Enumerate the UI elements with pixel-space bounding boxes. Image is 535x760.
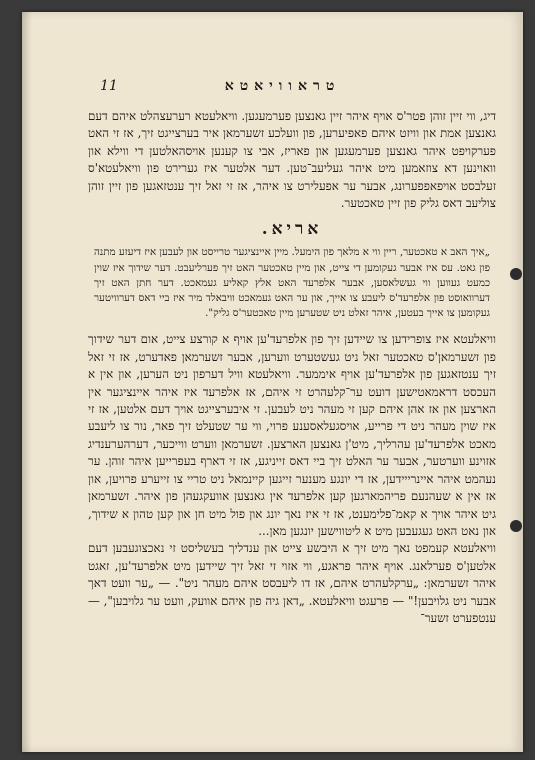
page-header <box>100 78 465 100</box>
paragraph-body-2: וויאלעטא קעמפט נאך מיט זיך א היבשע צייט און ענדליך בעשליסט זי נאכצוגעבען דעם אלטען'ס פערלאנג. אויף איהר פראגע, ווי אזוי זי זאל זיך שיידען מיט אלפרעד'ען, זאגט איהר זשערמאן: „ערקלעהרט איהם, אז דו ליעבסט איהם מעהר ניט". — „ער וועט דאך אבער ניט גלויבען!" — פרעגט וויאלעטא. „דאן גיה פון איהם אוועק, וועט ער גלויבען", — ענטפערט זשער־ <box>88 541 496 625</box>
aria-quote: „איך האב א טאכטער, ריין ווי א מלאך פון הימעל. מיין איינציגער טרייסט און לעבען איז דיעזע מתנה פון גאט. עס איז אבער געקומען די צייט, און מיין טאכטער האט זיך פערליעבט. דער שידוך איז שוין כמעט געווען ווי געשלאסען, אבער אלפרעד האט אלץ קאליע געמאכט. דער חתן האט זיך דערוואוסט פון אלפרעד'ס ליעבע צו אייך, און ער האט געמאכט וויבאלד מיר איז ביי דאס דערוויטער געקומען צו אייך בעטען, איהר זאלט ניט שטערען מיין טאכטער'ס גליק". <box>94 246 490 320</box>
binding-hole <box>510 268 522 280</box>
paragraph-intro: דיג, ווי זיין זוהן פטר'ס אויף איהר זיין גאנצען פערמעגען. וויאלעטא רערעצהלט איהם דעם גאנצען אמת און וויזט איהם פאפיערען, פון וועלכע זשערמאן איר בערצייגט זיך, אז זי האט פערקויפט איהר גאנצען פערמעגען און פאריז, אבי צו קענען אויסהאלטען די ווילא און וואוינען דא צוזאמען מיט איהר געליעב־טען. דער אלטער איז גערירט פון וויאלעטא'ס זעלבסט אויפאפפערונג, אבער ער אפעלירט צו איהר, אז זי זאל זיך ענטזאגען פון זיין זוהן צוליעב דאס גליק פון זיין טאכטער. <box>88 109 496 211</box>
page-spine-shadow <box>22 12 32 752</box>
binding-hole <box>510 520 522 532</box>
paragraph-body-1: וויאלעטא איז צופרידען צו שיידען זיך פון אלפרעד'ען אויף א קורצע צייט, אום דער שידוך פון זשערמאן'ס טאכטער זאל ניט געשטערט ווערען, אבער זשערמאן פאדערט, אז זי זאל זיך ענטזאגען פון אלפרעד'ען אויף איממער. וויאלעטא וויל דערפון ניט הערען, און אין א העכסט דראמאטישען דועט ער־קלעהרט זי איהם, אז אלפרעד איז איהר איינציגער אין הארצען און אז אהן איהם קען זי מעהר ניט לעבען. זי איבערצייגט אויך דעם אלטען, אז זי איז שוין מעהר ניט די פרייע, אויסגעלאסענע פרוי, ווי ער שטעלט זיך פאר, נור צו ליעבע מאכט אלפרעד'ען עהרליך, מיט'ן גאנצען הארצען. זשערמאן ווערט ווייכער, דערהערענדיג אזוינע ווערטער, אבער ער האלט זיך ביי דאס זייניגע, אז זי דארף בעפרייען איהר זוהן. ער נעהמט איהר איינרייידען, אז די יונגע מענער זייגען קיינמאל ניט טריי צו זייערע פרויען, און אז אין א שעהנעם פריהמארגען קען אלפרעד אין גאנצען אוועקגעהן פון איהר. זשערמאן גיט איהר אויך א קאמ־פלימענט, אז זי איז נאך יונג און פול מיט חן און קען טהון א שידוך, און נאט האט געגעבען מיט א ליטווישען יונגען מאן... <box>88 332 496 538</box>
page-number: 11 <box>100 78 118 94</box>
running-title: טראוויאטא <box>224 78 341 94</box>
page-body <box>88 108 496 627</box>
section-heading: אריא. <box>261 219 323 240</box>
book-page <box>22 12 523 752</box>
